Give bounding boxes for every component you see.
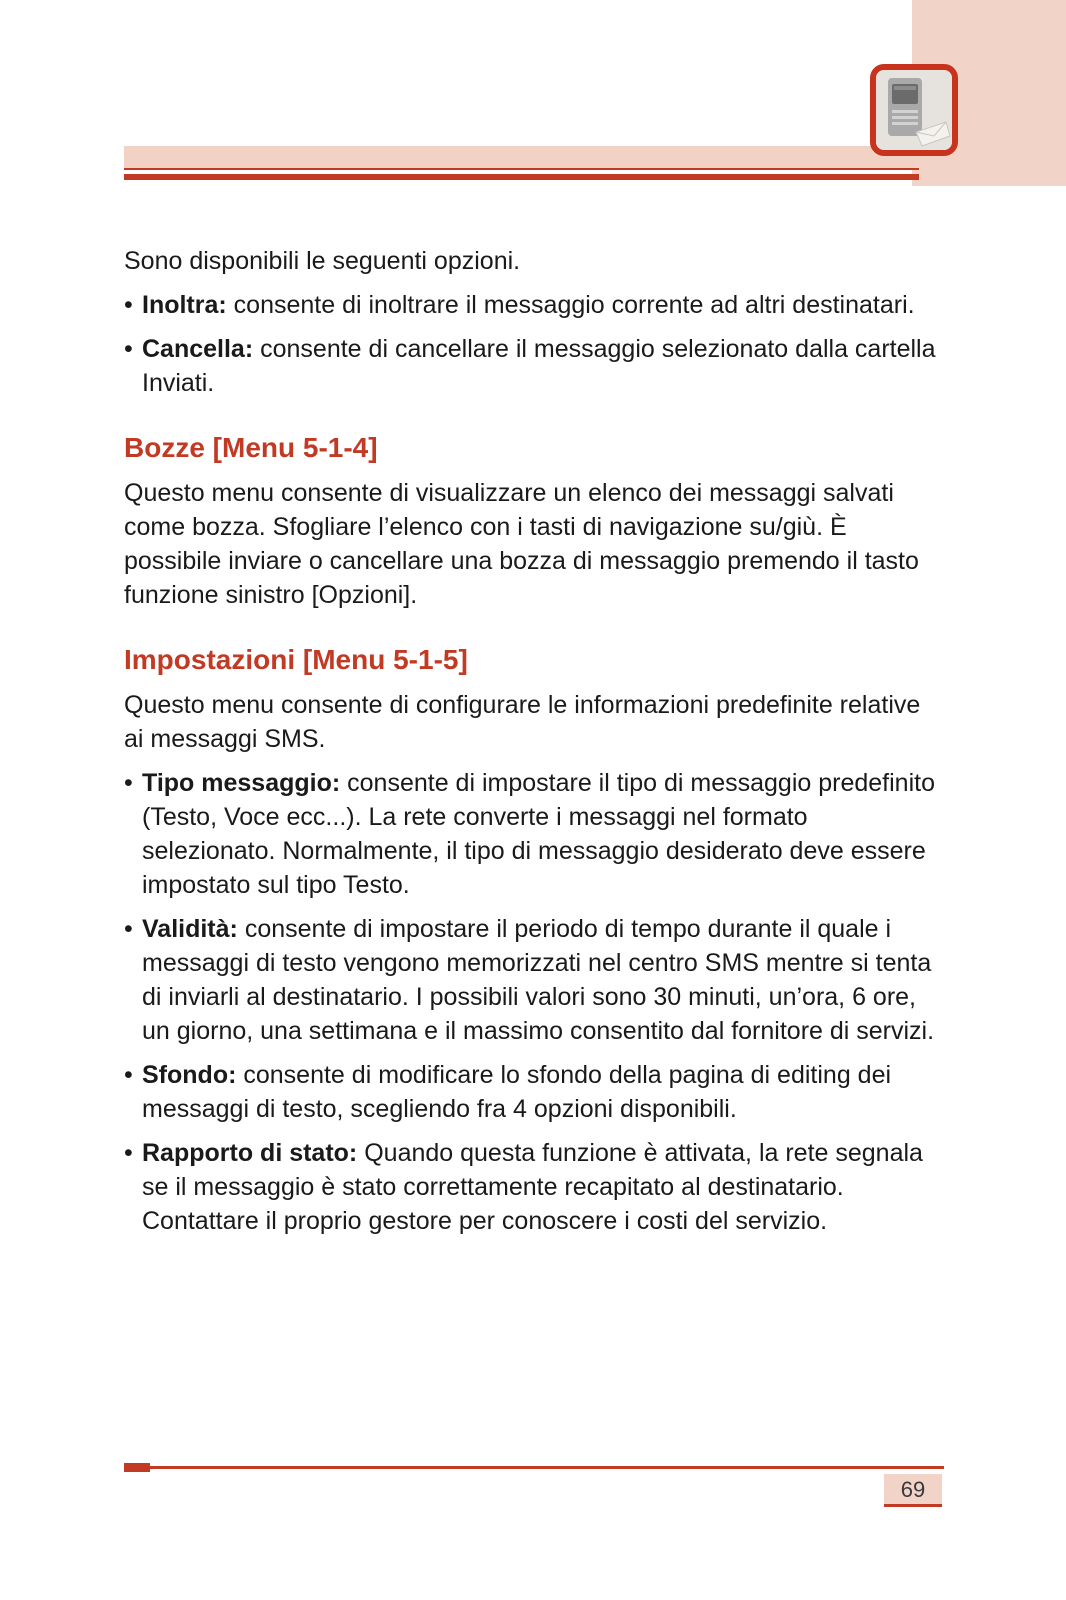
term-label: Validità:: [142, 915, 238, 943]
term-label: Sfondo:: [142, 1061, 237, 1089]
phone-messages-icon: [870, 64, 958, 156]
page-number: 69: [884, 1474, 942, 1507]
list-item-rapporto-di-stato: [124, 1136, 944, 1238]
bozze-body: Questo menu consente di visualizzare un elenco dei messaggi salvati come bozza. Sfogliare l’elenco con i tasti di navigazione su/giù. È possibile inviare o cancellare una bozza di messaggio premendo il tasto funzione sinistro [Opzioni].: [124, 479, 919, 609]
term-label: Cancella:: [142, 335, 254, 363]
footer-rule-mark: [124, 1463, 150, 1472]
heading-bozze: Bozze [Menu 5-1-4]: [124, 432, 378, 463]
settings-list: [124, 766, 944, 1238]
header-rule-thin: [124, 168, 919, 170]
list-item-cancella: [124, 332, 944, 400]
term-label: Inoltra:: [142, 291, 227, 319]
page-content: [124, 244, 944, 1248]
list-item-validita: [124, 912, 944, 1048]
list-item-tipo-messaggio: [124, 766, 944, 902]
header-rule: [124, 174, 919, 180]
term-description: consente di impostare il periodo di tempo durante il quale i messaggi di testo vengono memorizzati nel centro SMS mentre si tenta di inviarli al destinatario. I possibili valori sono 30 minuti, un’ora, 6 ore, un giorno, una settimana e il massimo consentito dal fornitore di servizi.: [142, 915, 935, 1045]
list-item-inoltra: [124, 288, 944, 322]
term-label: Tipo messaggio:: [142, 769, 341, 797]
options-list: [124, 288, 944, 400]
term-description: consente di modificare lo sfondo della pagina di editing dei messaggi di testo, scegliendo fra 4 opzioni disponibili.: [142, 1061, 892, 1123]
list-item-sfondo: [124, 1058, 944, 1126]
heading-impostazioni: Impostazioni [Menu 5-1-5]: [124, 644, 468, 675]
term-description: consente di cancellare il messaggio selezionato dalla cartella Inviati.: [142, 335, 936, 397]
term-description: consente di inoltrare il messaggio corrente ad altri destinatari.: [233, 291, 915, 319]
term-label: Rapporto di stato:: [142, 1139, 358, 1167]
term-description: consente di impostare il tipo di messaggio predefinito (Testo, Voce ecc...). La rete converte i messaggi nel formato selezionato. Normalmente, il tipo di messaggio desiderato deve essere impostato sul tipo Testo.: [142, 769, 935, 899]
impostazioni-body: Questo menu consente di configurare le informazioni predefinite relative ai messaggi SMS.: [124, 691, 921, 753]
term-description: Quando questa funzione è attivata, la rete segnala se il messaggio è stato correttamente recapitato al destinatario. Contattare il proprio gestore per conoscere i costi del servizio.: [142, 1139, 923, 1235]
intro-text: Sono disponibili le seguenti opzioni.: [124, 247, 521, 275]
footer-rule: [124, 1466, 944, 1469]
header-band: [124, 146, 914, 170]
